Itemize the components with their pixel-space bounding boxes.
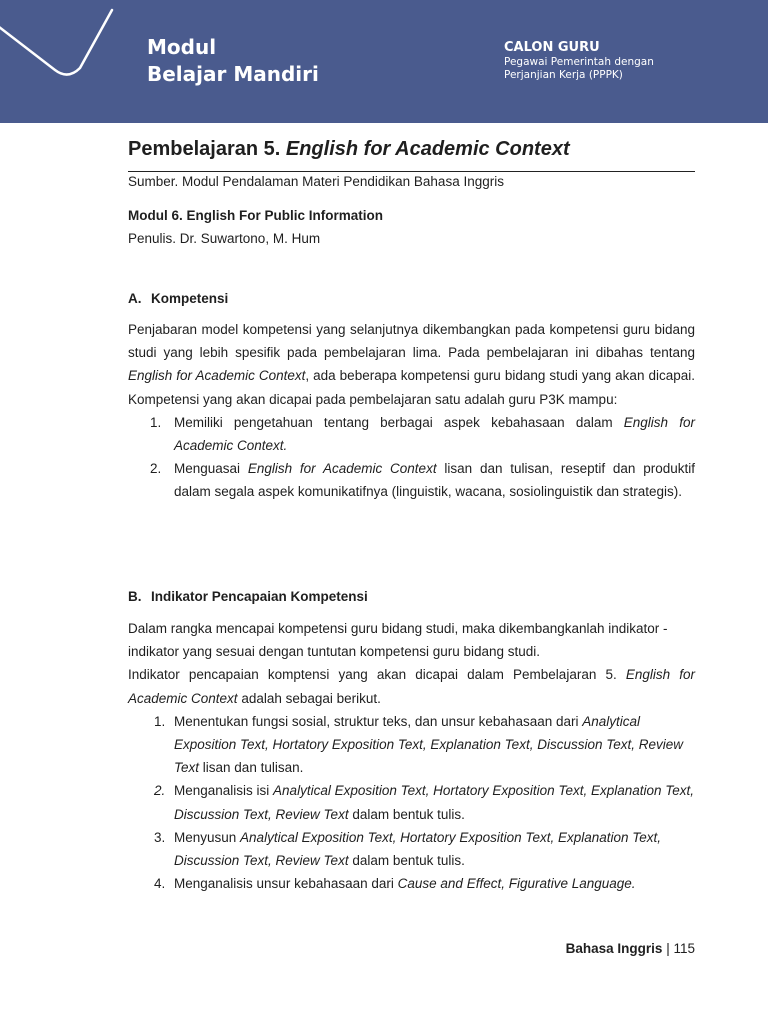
- banner-program: CALON GURU Pegawai Pemerintah dengan Perjanjian Kerja (PPPK): [504, 40, 654, 81]
- banner-title: Modul Belajar Mandiri: [147, 35, 319, 86]
- section-b-heading: B. Indikator Pencapaian Kompetensi: [128, 589, 368, 604]
- competency-list: [128, 411, 695, 504]
- list-item: 2. Menganalisis isi Analytical Exposition Text, Hortatory Exposition Text, Explanation Text, Discussion Text, Review Text dalam bentuk tulis.: [154, 783, 695, 822]
- section-a-intro: Penjabaran model kompetensi yang selanjutnya dikembangkan pada kompetensi guru bidang studi yang lebih spesifik pada pembelajaran lima. Pada pembelajaran ini dibahas tentang English for Academic Context, ada beberapa kompetensi guru bidang studi yang akan dicapai. Kompetensi yang akan dicapai pada pembelajaran satu adalah guru P3K mampu:: [128, 322, 695, 407]
- source-line: Sumber. Modul Pendalaman Materi Pendidikan Bahasa Inggris: [128, 174, 504, 189]
- footer-separator: |: [666, 941, 670, 956]
- author-line: Penulis. Dr. Suwartono, M. Hum: [128, 231, 321, 246]
- page-title: Pembelajaran 5. English for Academic Context: [128, 136, 695, 172]
- list-item: 1. Menentukan fungsi sosial, struktur teks, dan unsur kebahasaan dari Analytical Exposition Text, Hortatory Exposition Text, Explanation Text, Discussion Text, Review Text lisan dan tulisan.: [154, 713, 683, 776]
- section-b-body: [128, 617, 695, 895]
- page-number: 115: [673, 941, 695, 956]
- list-item: 3. Menyusun Analytical Exposition Text, Hortatory Exposition Text, Explanation Text, Discussion Text, Review Text dalam bentuk tulis.: [154, 829, 662, 869]
- list-item: 1. Memiliki pengetahuan tentang berbagai aspek kebahasaan dalam English for Academic Context.: [150, 414, 695, 454]
- section-b-para2: Indikator pencapaian komptensi yang akan dicapai dalam Pembelajaran 5. English for Academic Context adalah sebagai berikut.: [128, 667, 695, 706]
- section-a-heading: A. Kompetensi: [128, 291, 229, 306]
- footer-subject: Bahasa Inggris: [565, 941, 663, 956]
- list-item: 2. Menguasai English for Academic Context lisan dan tulisan, reseptif dan produktif dalam segala aspek komunikatifnya (linguistik, wacana, sosiolinguistik dan strategis).: [150, 461, 695, 500]
- section-a-body: [128, 318, 695, 504]
- modul-line: Modul 6. English For Public Information: [128, 208, 383, 223]
- header-banner: [0, 0, 768, 123]
- indicator-list: [128, 710, 695, 896]
- list-item: 4. Menganalisis unsur kebahasaan dari Cause and Effect, Figurative Language.: [154, 876, 636, 892]
- section-b-para1: Dalam rangka mencapai kompetensi guru bidang studi, maka dikembangkanlah indikator - indikator yang sesuai dengan tuntutan kompetensi guru bidang studi.: [128, 621, 668, 660]
- page-footer: [566, 941, 695, 957]
